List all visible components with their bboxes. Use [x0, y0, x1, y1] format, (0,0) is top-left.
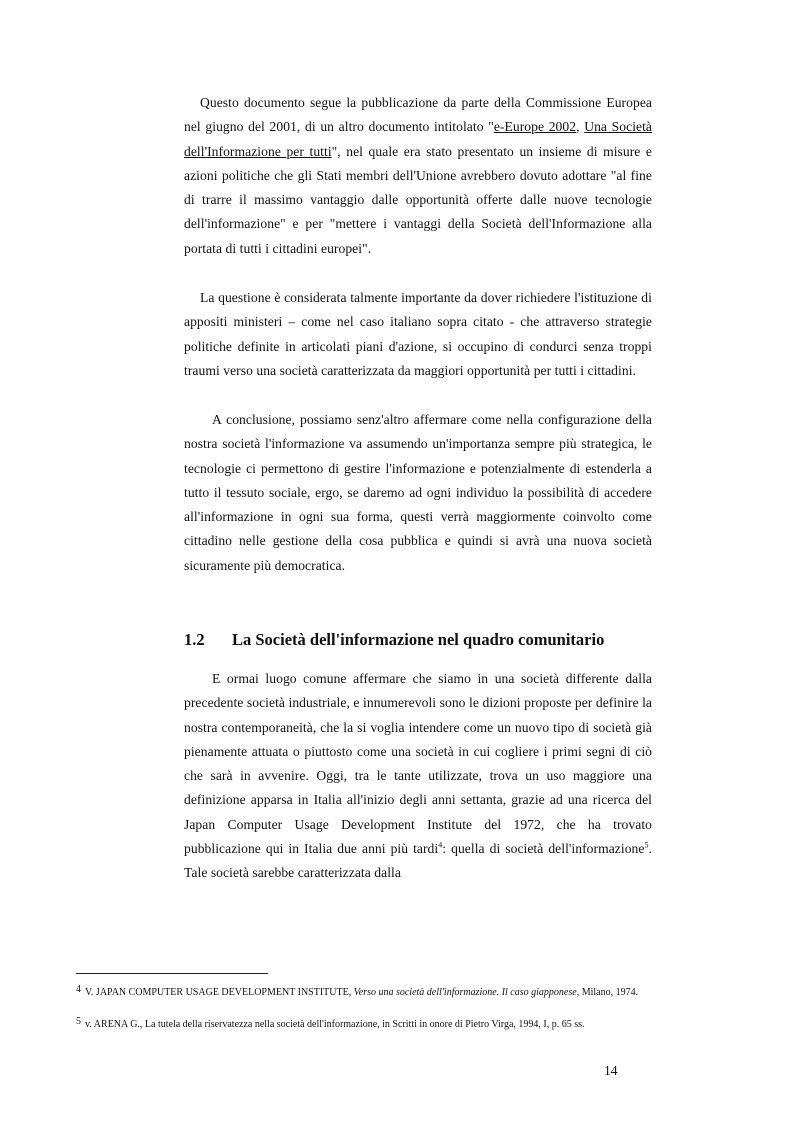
section-number: 1.2: [184, 630, 205, 649]
footnote-4: [76, 985, 652, 1000]
footnote-ref-5: 5: [644, 840, 649, 850]
document-title-link: e-Europe 2002: [493, 119, 577, 135]
footnote-4-mark: 4: [76, 984, 81, 995]
paragraph-4-text-a: E ormai luogo comune affermare che siamo in una società differente dalla precedente società industriale, e innumerevoli sono le dizioni proposte per definire la nostra contemporaneità, che la si voglia intendere come un nuovo tipo di società già pienamente attuata o piuttosto come una società in cui cogliere i primi segni di ciò che sarà in avvenire. Oggi, tra le tante utilizzate, trova un uso maggiore una definizione apparsa in Italia all'inizio degli anni settanta, grazie ad una ricerca del Japan Computer Usage Development Institute del 1972, che ha trovato pubblicazione qui in Italia due anni più tardi: [184, 671, 652, 857]
paragraph-4-text-c: . Tale società sarebbe caratterizzata dalla: [184, 841, 652, 881]
paragraph-3-text: A conclusione, possiamo senz'altro affermare come nella configurazione della nostra società l'informazione va assumendo un'importanza sempre più strategica, le tecnologie ci permettono di gestire l'informazione e potenzialmente di estenderla a tutto il tessuto sociale, ergo, se daremo ad ogni individuo la possibilità di accedere all'informazione in ogni sua forma, questi verrà maggiormente coinvolto come cittadino nelle gestione della cosa pubblica e quindi si avrà una nuova società sicuramente più democratica.: [184, 412, 652, 573]
paragraph-1-text-c: ", nel quale era stato presentato un insieme di misure e azioni politiche che gli Stati membri dell'Unione avrebbero dovuto adottare "al fine di trarre il massimo vantaggio dalle opportunità offerte dalle nuove tecnologie dell'informazione" e per "mettere i vantaggi della Società dell'Informazione alla portata di tutti i cittadini europei".: [184, 143, 652, 256]
footnote-ref-4: 4: [438, 840, 443, 850]
footnote-5-text: v. ARENA G., La tutela della riservatezza nella società dell'informazione, in Scritti in onore di Pietro Virga, 1994, I, p. 65 ss.: [85, 1019, 585, 1030]
paragraph-3: [184, 408, 652, 578]
paragraph-4-text-b: : quella di società dell'informazione: [442, 841, 645, 857]
paragraph-1: [184, 91, 652, 261]
paragraph-1-separator: ,: [576, 119, 585, 135]
paragraph-2: [184, 286, 652, 383]
footnote-4-lead: V. JAPAN COMPUTER USAGE DEVELOPMENT INSTITUTE,: [85, 987, 354, 998]
paragraph-2-text: La questione è considerata talmente importante da dover richiedere l'istituzione di appositi ministeri – come nel caso italiano sopra citato - che attraverso strategie politiche definite in articolati piani d'azione, si occupino di condurci senza troppi traumi verso una società caratterizzata da maggiori opportunità per tutti i cittadini.: [184, 290, 652, 378]
footnote-4-title: Verso una società dell'informazione. Il caso giapponese: [353, 987, 577, 998]
footnote-5-mark: 5: [76, 1016, 81, 1027]
paragraph-1-text-a: Questo documento segue la pubblicazione da parte della Commissione Europea nel giugno del 2001, di un altro documento intitolato ": [184, 95, 652, 135]
paragraph-4: [184, 667, 652, 886]
section-heading: [184, 630, 664, 650]
footnote-4-tail: , Milano, 1974.: [576, 987, 639, 998]
document-subtitle-link: Una Società dell'Informazione per tutti: [184, 119, 653, 159]
footnote-5: [76, 1017, 652, 1032]
page-number: 14: [604, 1063, 618, 1078]
footnote-separator: [76, 973, 268, 974]
section-title: La Società dell'informazione nel quadro comunitario: [232, 630, 605, 649]
